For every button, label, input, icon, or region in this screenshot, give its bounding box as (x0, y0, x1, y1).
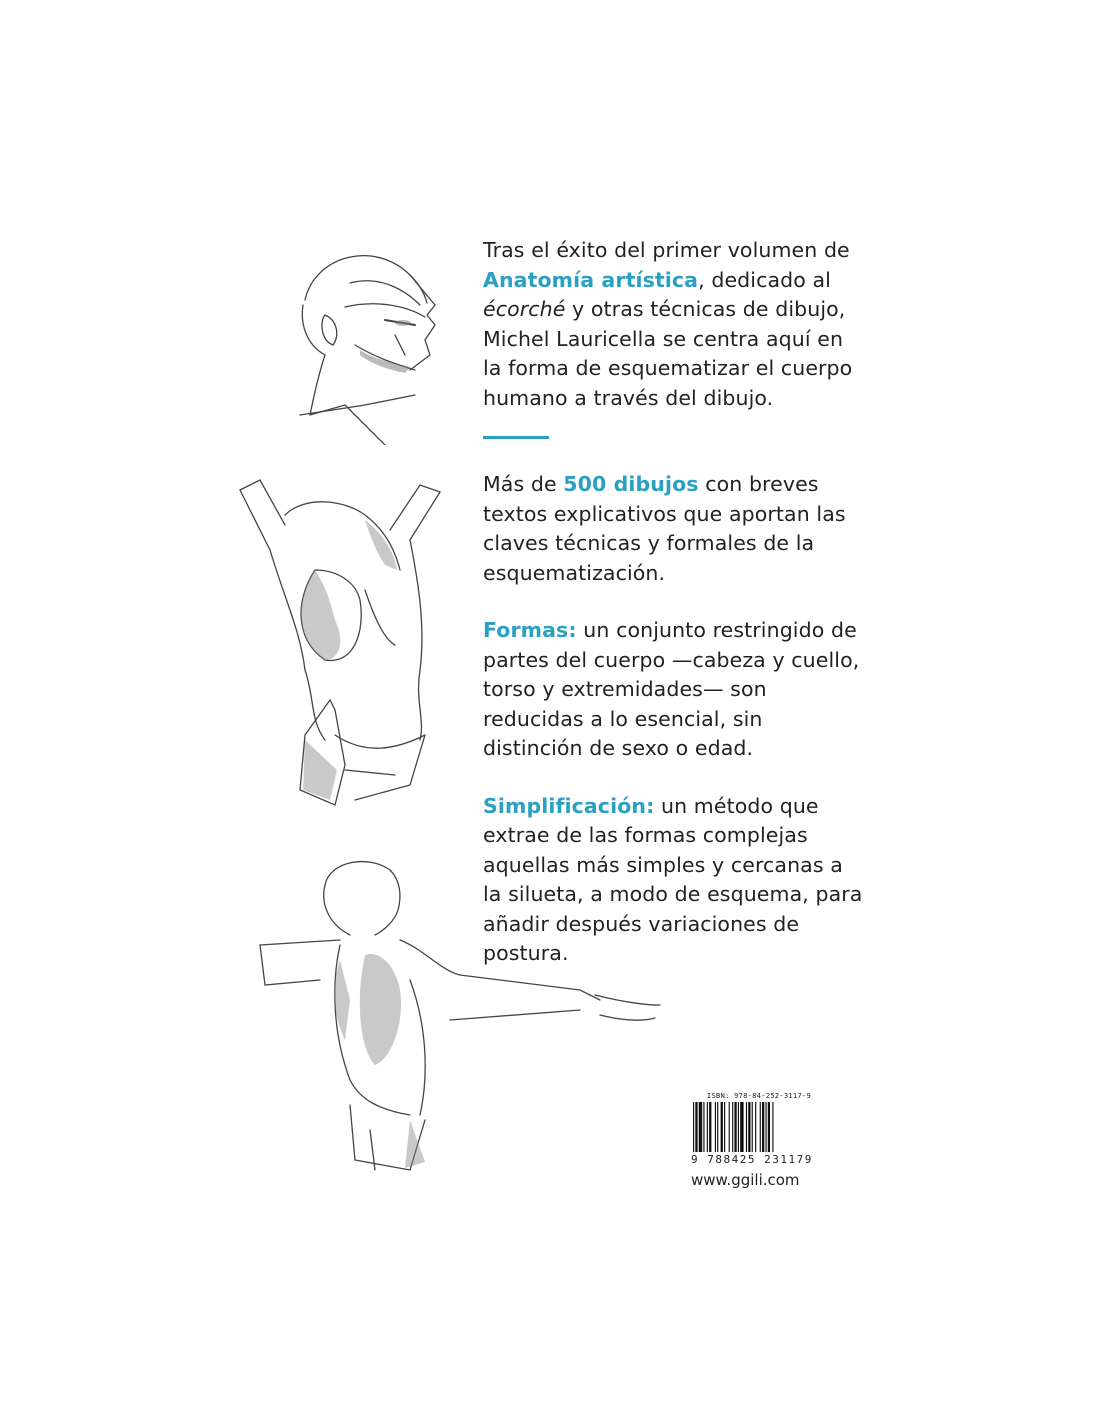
barcode-bar (699, 1102, 702, 1152)
isbn-label: ISBN: 978-84-252-3117-9 (706, 1091, 811, 1100)
barcode-bar (772, 1102, 773, 1152)
barcode-bar (752, 1102, 753, 1152)
barcode-bar (703, 1102, 704, 1152)
barcode-bar (746, 1102, 747, 1152)
barcode-bar (695, 1102, 697, 1152)
highlight-anatomia: Anatomía artística (483, 267, 699, 292)
paragraph-intro: Tras el éxito del primer volumen de Anatomía artística, dedicado al écorché y otras técnicas de dibujo, Michel Lauricella se centra aquí en la forma de esquematizar el cuerpo humano a través del dibujo. (483, 238, 853, 410)
barcode-bar (734, 1102, 736, 1152)
head-sketch (285, 245, 455, 445)
accent-divider (483, 436, 549, 439)
barcode-bar (709, 1102, 711, 1152)
barcode-bar (717, 1102, 718, 1152)
barcode-bars (691, 1102, 811, 1152)
paragraph-drawings: Más de 500 dibujos con breves textos explicativos que aportan las claves técnicas y formales de la esquematización. (483, 472, 846, 585)
barcode-bar (693, 1102, 694, 1152)
website-url: www.ggili.com (691, 1171, 800, 1189)
barcode-bar (724, 1102, 725, 1152)
barcode-bar (707, 1102, 708, 1152)
barcode-bar (768, 1102, 770, 1152)
barcode-bar (765, 1102, 766, 1152)
paragraph-formas: Formas: un conjunto restringido de partes del cuerpo —cabeza y cuello, torso y extremidades— son reducidas a lo esencial, sin distinción de sexo o edad. (483, 618, 860, 760)
italic-ecorche: écorché (483, 297, 566, 321)
barcode-bar (748, 1102, 750, 1152)
barcode-bar (760, 1102, 761, 1152)
torso-sketch (225, 470, 455, 830)
highlight-simplificacion: Simplificación: (483, 793, 655, 818)
barcode-bar (715, 1102, 716, 1152)
description-column (483, 236, 863, 969)
barcode-bar (732, 1102, 733, 1152)
barcode-bar (729, 1102, 730, 1152)
barcode-bar (755, 1102, 756, 1152)
highlight-500-dibujos: 500 dibujos (563, 472, 699, 496)
barcode-bar (721, 1102, 723, 1152)
barcode-bar (740, 1102, 743, 1152)
highlight-formas: Formas: (483, 618, 577, 642)
barcode (691, 1091, 811, 1166)
barcode-bar (762, 1102, 764, 1152)
paragraph-simplificacion: Simplificación: un método que extrae de las formas complejas aquellas más simples y cercanas a la silueta, a modo de esquema, para añadir después variaciones de postura. (483, 793, 863, 965)
barcode-bar (738, 1102, 739, 1152)
barcode-number: 9 788425 231179 (691, 1153, 813, 1166)
